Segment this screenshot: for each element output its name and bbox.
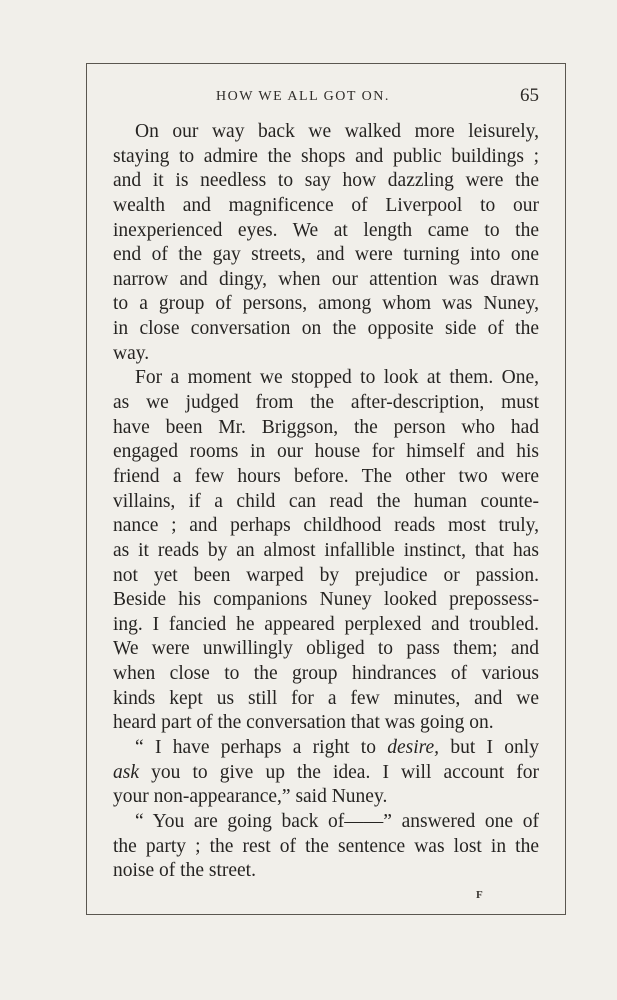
text-line: wealth and magnificence of Liverpool to our (113, 194, 539, 216)
text-line: friend a few hours before. The other two were (113, 465, 539, 487)
dialogue-line: “ You are going back of——” answered one of (135, 810, 539, 832)
text-line: when close to the group hindrances of various (113, 663, 539, 685)
text-line: narrow and dingy, when our attention was drawn (113, 268, 539, 290)
dialogue-line (113, 761, 539, 786)
text-line: On our way back we walked more leisurely, (135, 121, 539, 142)
running-title: HOW WE ALL GOT ON. (216, 89, 390, 104)
text-line: to a group of persons, among whom was Nuney, (113, 293, 539, 315)
text-line: have been Mr. Briggson, the person who had (113, 416, 539, 438)
italic-run: desire, (387, 737, 440, 759)
text-line: heard part of the conversation that was going on. (113, 712, 494, 734)
dialogue-line: your non-appearance,” said Nuney. (113, 786, 388, 808)
text-line: engaged rooms in our house for himself and his (113, 441, 539, 463)
text-line: end of the gay streets, and were turning into one (113, 244, 539, 266)
text-line: For a moment we stopped to look at them. One, (135, 367, 539, 389)
text-run: but I only (439, 737, 539, 759)
text-run: “ I have perhaps a right to (135, 737, 388, 759)
page-number: 65 (520, 85, 539, 106)
page-header (113, 85, 539, 112)
text-line: inexperienced eyes. We at length came to the (113, 219, 539, 241)
text-line: kinds kept us still for a few minutes, and we (113, 687, 539, 709)
text-line: We were unwillingly obliged to pass them; and (113, 638, 539, 660)
dialogue-line: the party ; the rest of the sentence was lost in the (113, 835, 539, 857)
text-line: Beside his companions Nuney looked prepossess- (113, 589, 539, 611)
text-line: way. (113, 342, 150, 364)
text-line: villains, if a child can read the human counte- (113, 490, 539, 512)
text-line: and it is needless to say how dazzling were the (113, 170, 539, 192)
signature-mark: F (476, 889, 483, 901)
italic-run: ask (113, 761, 139, 783)
text-line: nance ; and perhaps childhood reads most truly, (113, 515, 539, 537)
dialogue-line: noise of the street. (113, 860, 256, 882)
text-run: you to give up the idea. I will account for (139, 761, 539, 783)
text-line: as we judged from the after-description, must (113, 392, 539, 414)
text-line: ing. I fancied he appeared perplexed and troubled. (113, 613, 539, 635)
text-line: not yet been warped by prejudice or passion. (113, 564, 539, 586)
text-line: as it reads by an almost infallible instinct, that has (113, 539, 539, 561)
text-line: in close conversation on the opposite side of the (113, 318, 539, 340)
text-line: staying to admire the shops and public buildings ; (113, 145, 539, 167)
body-text (113, 120, 539, 884)
dialogue-line (113, 736, 539, 761)
